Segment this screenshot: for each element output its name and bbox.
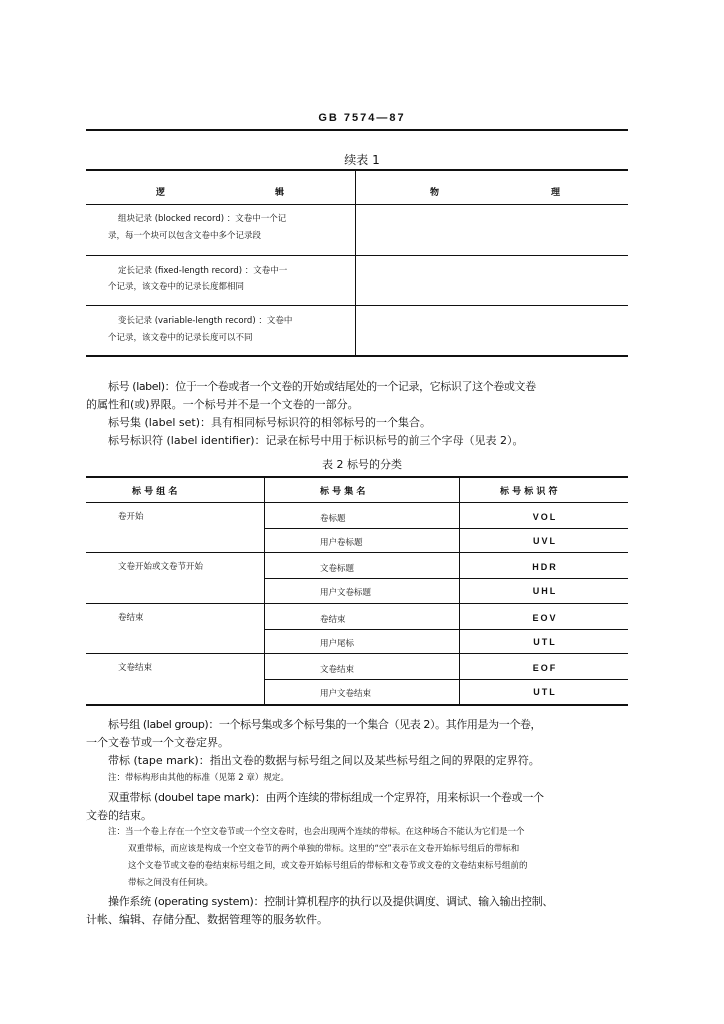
def-double-tape-mark-line-2: 文卷的结束。 bbox=[86, 809, 152, 822]
table2-group-name: 卷开始 bbox=[118, 512, 144, 522]
table1-row-1-line-2: 录，每一个块可以包含文卷中多个记录段 bbox=[108, 231, 262, 241]
table2-group-rule bbox=[86, 552, 628, 553]
table1-header-logic-2: 辑 bbox=[275, 188, 285, 198]
table1-row-3-line-2: 个记录，该文卷中的记录长度可以不同 bbox=[108, 333, 253, 343]
double-tape-mark-note-line-1: 注：当一个卷上存在一个空文卷节或一个空文卷时，也会出现两个连续的带标。在这种场合不能认为它们是一个 bbox=[108, 827, 525, 837]
double-tape-mark-note-line-4: 带标之间没有任何块。 bbox=[128, 878, 214, 888]
table1-bottom-rule bbox=[86, 355, 628, 357]
table2-group-name: 卷结束 bbox=[118, 613, 144, 623]
table1-caption: 续表 1 bbox=[344, 153, 380, 167]
table2-set-name: 用户卷标题 bbox=[320, 538, 363, 548]
table2-bottom-rule bbox=[86, 704, 628, 706]
table2-group-rule bbox=[86, 603, 628, 604]
table2-identifier: EOV bbox=[532, 613, 558, 623]
table2-top-rule bbox=[86, 476, 628, 478]
table1-top-rule bbox=[86, 169, 628, 171]
table2-identifier: UHL bbox=[532, 586, 558, 596]
table2-set-name: 卷结束 bbox=[320, 615, 346, 625]
double-tape-mark-note-line-2: 双重带标，而应该是构成一个空文卷节的两个单独的带标。这里的“空”表示在文卷开始标号组后的带标和 bbox=[128, 844, 520, 854]
table1-header-logic-1: 逻 bbox=[156, 188, 166, 198]
table2-header-group: 标 号 组 名 bbox=[132, 487, 178, 497]
table2-set-name: 文卷结束 bbox=[320, 665, 355, 675]
table2-set-name: 文卷标题 bbox=[320, 564, 355, 574]
table2-divider-1 bbox=[264, 477, 265, 705]
def-label-line-1: 标号 (label)：位于一个卷或者一个文卷的开始或结尾处的一个记录，它标识了这个卷或文卷 bbox=[108, 380, 536, 393]
table2-set-name: 卷标题 bbox=[320, 514, 346, 524]
table1-header-physical-1: 物 bbox=[430, 188, 440, 198]
table1-row-rule bbox=[86, 305, 628, 306]
table2-group-rule bbox=[86, 653, 628, 654]
table1-header-physical-2: 理 bbox=[551, 188, 561, 198]
standard-number: GB 7574—87 bbox=[318, 112, 406, 124]
def-label-group-line-2: 一个文卷节或一个文卷定界。 bbox=[86, 736, 229, 749]
def-label-set: 标号集 (label set)：具有相同标号标识符的相邻标号的一个集合。 bbox=[108, 416, 431, 429]
table1-column-divider bbox=[355, 170, 356, 356]
table2-set-name: 用户文卷标题 bbox=[320, 588, 372, 598]
table1-row-2-line-1: 定长记录 (fixed-length record) ：文卷中一 bbox=[118, 266, 288, 276]
def-tape-mark: 带标 (tape mark)：指出文卷的数据与标号组之间以及某些标号组之间的界限的定界符。 bbox=[108, 754, 540, 767]
table2-identifier: VOL bbox=[532, 512, 558, 522]
table2-header-set: 标 号 集 名 bbox=[320, 487, 366, 497]
table2-group-name: 文卷结束 bbox=[118, 663, 153, 673]
table2-identifier: EOF bbox=[532, 663, 558, 673]
table2-header-rule bbox=[86, 502, 628, 503]
table1-row-rule bbox=[86, 255, 628, 256]
table2-identifier: UVL bbox=[533, 536, 557, 546]
double-tape-mark-note-line-3: 这个文卷节或文卷的卷结束标号组之间，或文卷开始标号组后的带标和文卷节或文卷的文卷结束标号组前的 bbox=[128, 861, 528, 871]
def-operating-system-line-2: 计帐、编辑、存储分配、数据管理等的服务软件。 bbox=[86, 913, 328, 926]
table2-identifier: UTL bbox=[533, 637, 557, 647]
table2-inner-rule bbox=[264, 629, 628, 630]
table2-inner-rule bbox=[264, 679, 628, 680]
table2-set-name: 用户尾标 bbox=[320, 639, 355, 649]
table2-group-name: 文卷开始或文卷节开始 bbox=[118, 562, 204, 572]
table2-set-name: 用户文卷结束 bbox=[320, 689, 372, 699]
table1-header-rule bbox=[86, 204, 628, 205]
table2-inner-rule bbox=[264, 578, 628, 579]
def-label-group-line-1: 标号组 (label group)：一个标号集或多个标号集的一个集合（见表 2）。其作用是为一个卷， bbox=[108, 718, 542, 731]
table1-row-3-line-1: 变长记录 (variable-length record) ：文卷中 bbox=[118, 316, 293, 326]
tape-mark-note: 注：带标构形由其他的标准（见第 2 章）规定。 bbox=[108, 773, 289, 783]
table2-header-identifier: 标 号 标 识 符 bbox=[500, 487, 558, 497]
header-rule bbox=[86, 129, 628, 131]
table1-row-1-line-1: 组块记录 (blocked record) ：文卷中一个记 bbox=[118, 214, 287, 224]
table2-identifier: UTL bbox=[533, 687, 557, 697]
table2-caption: 表 2 标号的分类 bbox=[322, 458, 402, 471]
def-label-line-2: 的属性和(或)界限。一个标号并不是一个文卷的一部分。 bbox=[86, 398, 359, 411]
def-operating-system-line-1: 操作系统 (operating system)：控制计算机程序的执行以及提供调度、调试、输入输出控制、 bbox=[108, 895, 554, 908]
def-double-tape-mark-line-1: 双重带标 (doubel tape mark)：由两个连续的带标组成一个定界符，用来标识一个卷或一个 bbox=[108, 791, 544, 804]
table1-row-2-line-2: 个记录，该文卷中的记录长度都相同 bbox=[108, 282, 245, 292]
def-label-identifier: 标号标识符 (label identifier)：记录在标号中用于标识标号的前三个字母（见表 2）。 bbox=[108, 434, 524, 447]
table2-inner-rule bbox=[264, 528, 628, 529]
table2-identifier: HDR bbox=[532, 562, 558, 572]
